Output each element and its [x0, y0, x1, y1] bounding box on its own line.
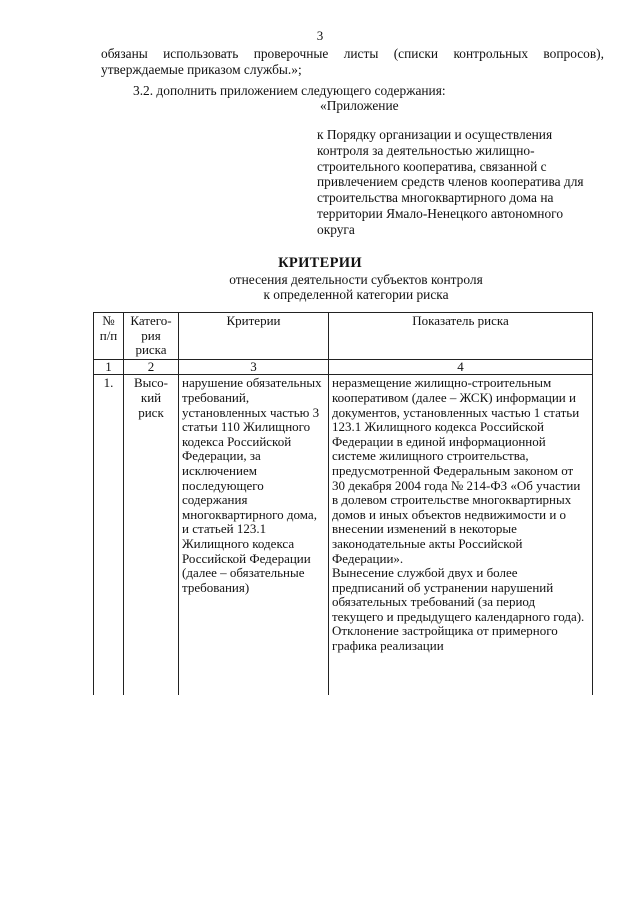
document-title: КРИТЕРИИ — [278, 255, 362, 271]
criteria-table — [93, 312, 593, 695]
header-category: Катего-рия риска — [124, 313, 179, 360]
subtitle-line-1: отнесения деятельности субъектов контроля — [229, 272, 483, 287]
col-num-3: 3 — [179, 359, 329, 375]
col-num-1: 1 — [94, 359, 124, 375]
header-number: № п/п — [94, 313, 124, 360]
table-header-row — [94, 313, 593, 360]
row-category: Высо-кий риск — [124, 375, 179, 696]
intro-line-1: обязаны использовать проверочные листы (списки контрольных вопросов), — [101, 46, 604, 61]
appendix-label: «Приложение — [320, 98, 399, 113]
row-criteria: нарушение обязательных требований, установленных частью 3 статьи 110 Жилищного кодекса Российской Федерации, за исключением последующего содержания многоквартирного дома, и статьей 123.1 Жилищного кодекса Российской Федерации (далее – обязательные требования) — [179, 375, 329, 696]
col-num-2: 2 — [124, 359, 179, 375]
header-criteria: Критерии — [179, 313, 329, 360]
table-row — [94, 375, 593, 696]
row-indicator — [329, 375, 593, 696]
indicator-paragraph-2: Вынесение службой двух и более предписаний об устранении нарушений обязательных требований (за период текущего и предыдущего календарного года). — [332, 565, 585, 624]
header-indicator: Показатель риска — [329, 313, 593, 360]
amendment-paragraph: 3.2. дополнить приложением следующего содержания: — [133, 83, 446, 98]
page-number: 3 — [316, 28, 324, 43]
appendix-description: к Порядку организации и осуществления контроля за деятельностью жилищно-строительного кооператива, связанной с привлечением средств членов кооператива для строительства многоквартирного дома на территории Ямало-Ненецкого автономного округа — [317, 127, 584, 237]
subtitle-line-2: к определенной категории риска — [263, 287, 449, 302]
row-number: 1. — [94, 375, 124, 696]
indicator-paragraph-3: Отклонение застройщика от примерного графика реализации — [332, 623, 558, 654]
col-num-4: 4 — [329, 359, 593, 375]
intro-line-2: утверждаемые приказом службы.»; — [101, 62, 302, 77]
intro-paragraph — [101, 46, 604, 78]
column-number-row — [94, 359, 593, 375]
indicator-paragraph-1: неразмещение жилищно-строительным кооперативом (далее – ЖСК) информации и документов, установленных частью 1 статьи 123.1 Жилищного кодекса Российской Федерации в единой информационной системе жилищного строительства, предусмотренной Федеральным законом от 30 декабря 2004 года № 214-ФЗ «Об участии в долевом строительстве многоквартирных домов и иных объектов недвижимости и о внесении изменений в некоторые законодательные акты Российской Федерации». — [332, 375, 581, 566]
